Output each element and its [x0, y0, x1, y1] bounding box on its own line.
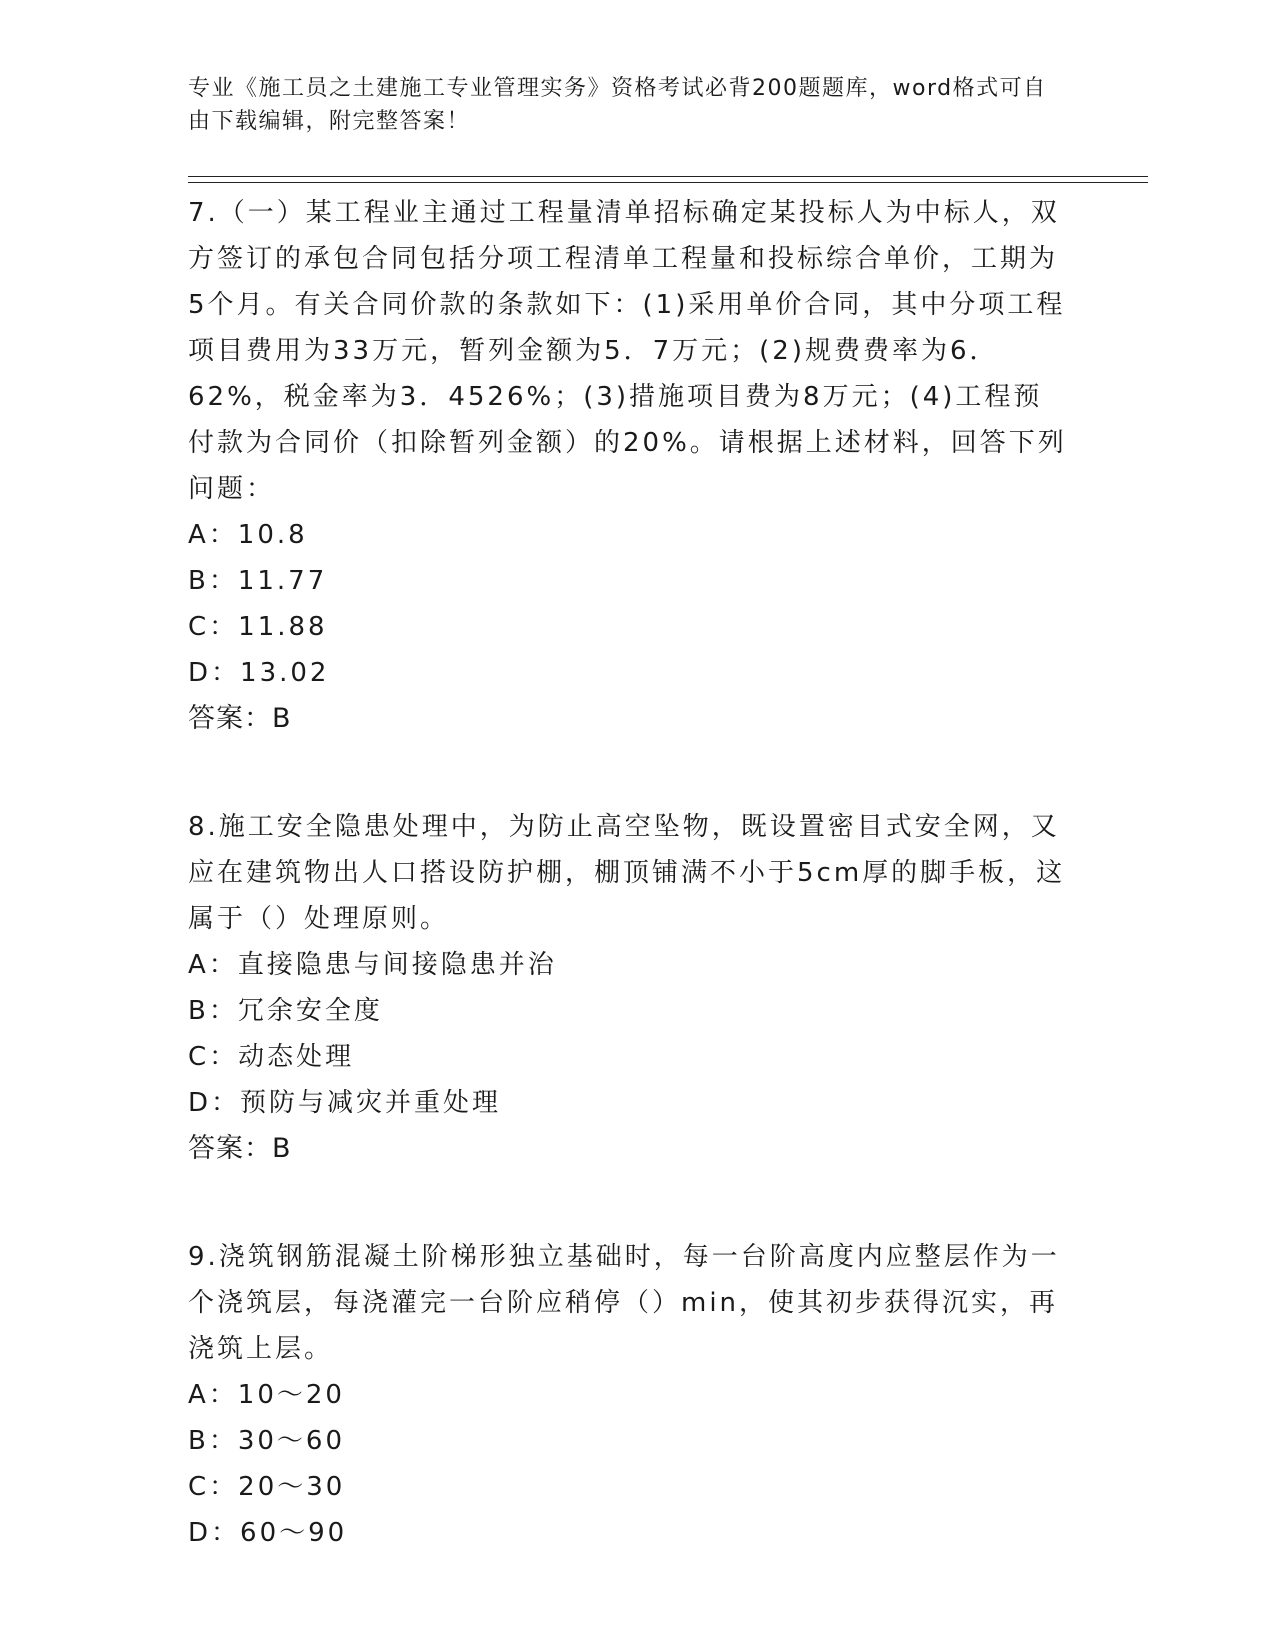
question-7-text: 7.（一）某工程业主通过工程量清单招标确定某投标人为中标人，双方签订的承包合同包括分项工程清单工程量和投标综合单价，工期为5个月。有关合同价款的条款如下：(1)采用单价合同，其中分项工程项目费用为33万元，暂列金额为5．7万元；(2)规费费率为6．62%，税金率为3．4526%；(3)措施项目费为8万元；(4)工程预付款为合同价（扣除暂列金额）的20%。请根据上述材料，回答下列问题： — [188, 198, 1067, 504]
question-9-text: 9.浇筑钢筋混凝土阶梯形独立基础时，每一台阶高度内应整层作为一个浇筑层，每浇灌完一台阶应稍停（）min，使其初步获得沉实，再浇筑上层。 — [188, 1242, 1060, 1364]
question-8 — [188, 804, 1068, 1172]
header-divider-bottom — [188, 182, 1148, 183]
question-9-option-a: A：10～20 — [188, 1380, 345, 1410]
header-divider-top — [188, 176, 1148, 177]
question-spacer — [188, 742, 1068, 804]
question-7-option-d: D：13.02 — [188, 658, 330, 688]
document-header: 专业《施工员之土建施工专业管理实务》资格考试必背200题题库，word格式可自由下载编辑，附完整答案！ — [188, 76, 1047, 134]
question-7-option-b: B：11.77 — [188, 566, 328, 596]
question-list — [188, 190, 1068, 1556]
question-8-option-d: D：预防与减灾并重处理 — [188, 1088, 502, 1118]
question-7-option-a: A：10.8 — [188, 520, 308, 550]
question-7 — [188, 190, 1068, 742]
question-8-option-b: B：冗余安全度 — [188, 996, 383, 1026]
question-9-option-b: B：30～60 — [188, 1426, 346, 1456]
question-7-answer: 答案：B — [188, 703, 292, 734]
question-9-option-c: C：20～30 — [188, 1472, 346, 1502]
question-8-answer: 答案：B — [188, 1133, 292, 1164]
question-8-text: 8.施工安全隐患处理中，为防止高空坠物，既设置密目式安全网，又应在建筑物出人口搭设防护棚，棚顶铺满不小于5cm厚的脚手板，这属于（）处理原则。 — [188, 812, 1066, 934]
question-spacer — [188, 1172, 1068, 1234]
question-9-option-d: D：60～90 — [188, 1518, 348, 1548]
question-9 — [188, 1234, 1068, 1556]
question-8-option-c: C：动态处理 — [188, 1042, 355, 1072]
question-7-option-c: C：11.88 — [188, 612, 328, 642]
question-8-option-a: A：直接隐患与间接隐患并治 — [188, 950, 557, 980]
